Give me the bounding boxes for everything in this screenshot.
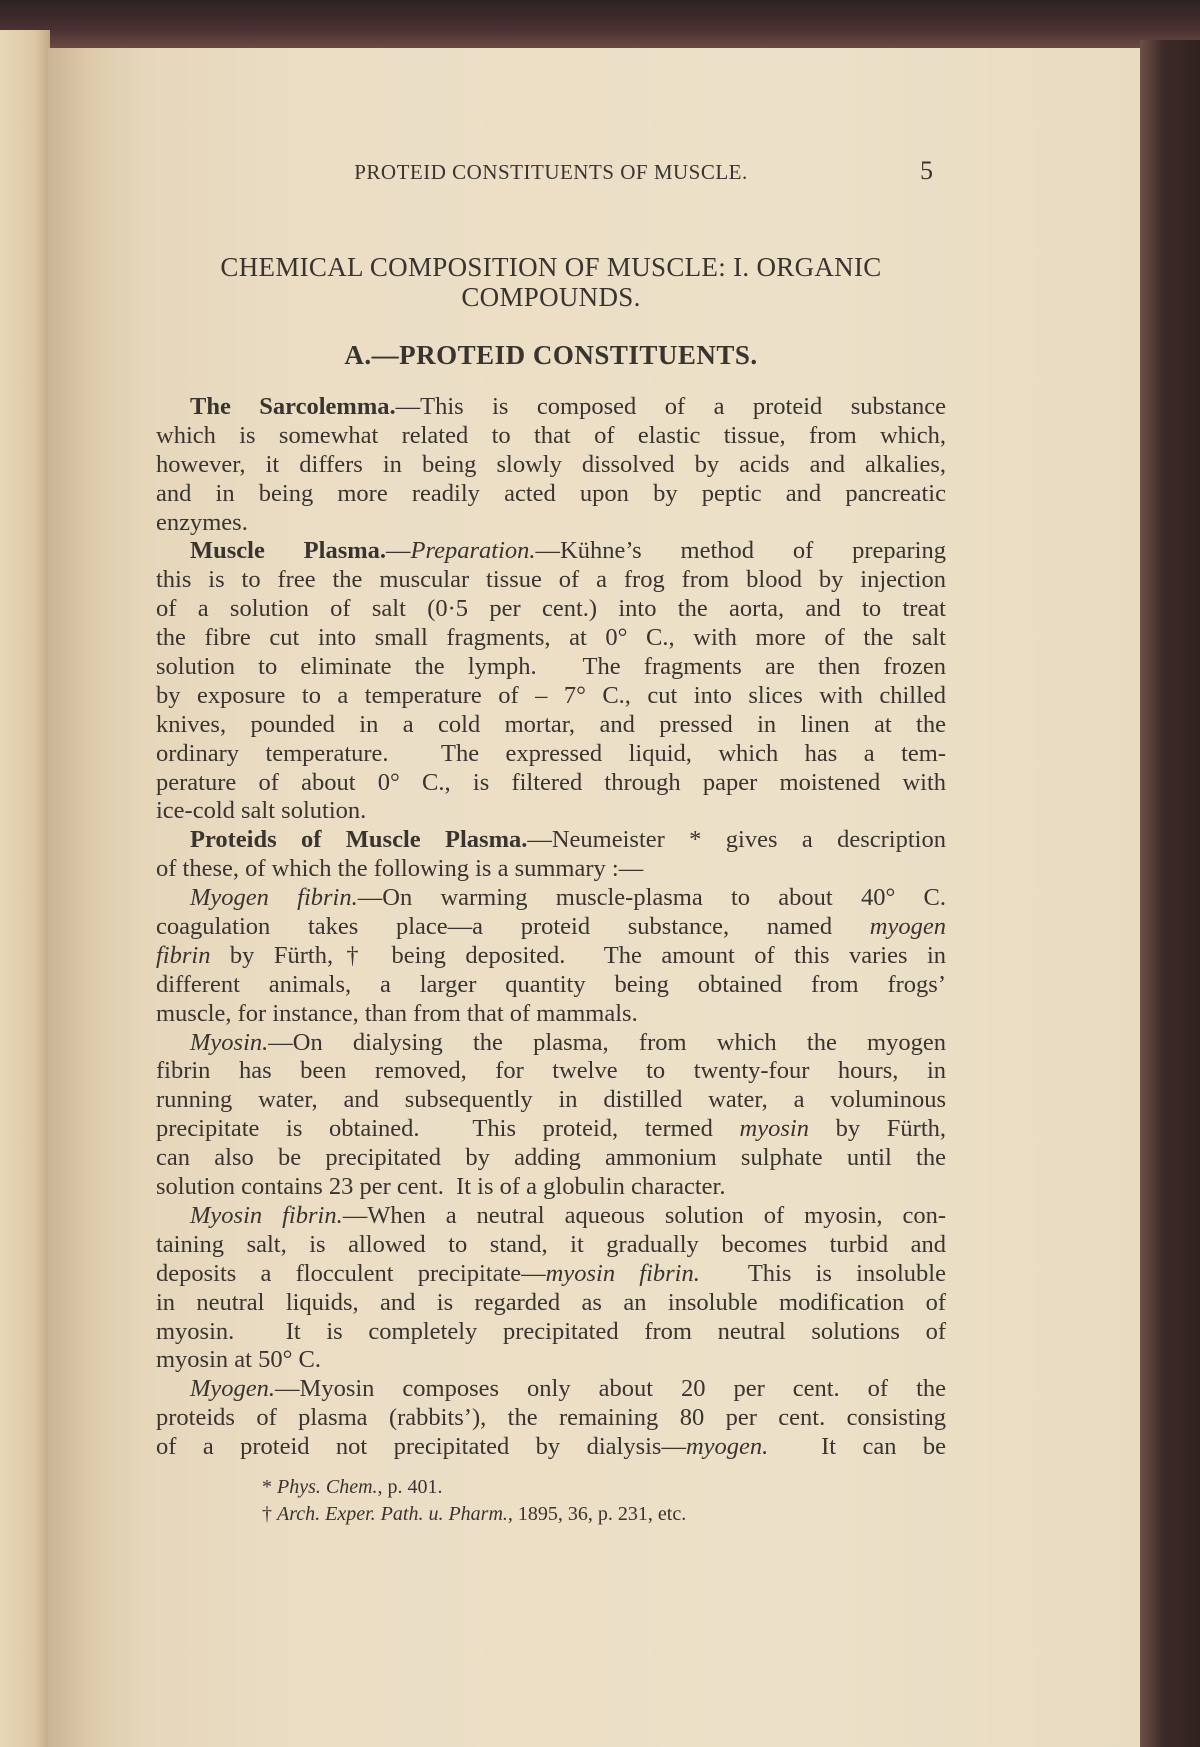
text-line — [156, 797, 946, 826]
running-head: PROTEID CONSTITUENTS OF MUSCLE. — [354, 160, 748, 184]
text-run: proteids of plasma (rabbits’), the remaining 80 per cent. consisting — [156, 1404, 946, 1432]
body-text — [156, 393, 946, 1462]
text-line — [156, 1000, 946, 1029]
page-number: 5 — [920, 156, 933, 185]
text-line — [156, 740, 946, 769]
text-line — [156, 393, 946, 422]
footnote-reference: Arch. Exper. Path. u. Pharm. — [277, 1503, 508, 1525]
text-line — [156, 1202, 946, 1231]
text-run: —When a neutral aqueous solution of myosin, con- — [342, 1201, 946, 1229]
text-line — [156, 711, 946, 740]
text-line — [156, 1173, 946, 1202]
text-run: This is insoluble — [699, 1259, 946, 1287]
text-run: ordinary temperature. The expressed liquid, which has a tem- — [156, 739, 946, 767]
text-run: this is to free the muscular tissue of a frog from blood by injection — [156, 566, 946, 594]
text-run: perature of about 0° C., is filtered through paper moistened with — [156, 768, 946, 796]
text-line — [156, 1115, 946, 1144]
paragraph-heading: Muscle Plasma. — [190, 537, 387, 565]
text-line — [156, 1433, 946, 1462]
text-line — [156, 769, 946, 798]
text-run: taining salt, is allowed to stand, it gradually becomes turbid and — [156, 1230, 946, 1258]
text-line — [156, 913, 946, 942]
text-line — [156, 1057, 946, 1086]
text-run: by Fürth, — [808, 1115, 946, 1143]
text-line — [156, 1260, 946, 1289]
text-run: which is somewhat related to that of elastic tissue, from which, — [156, 421, 946, 449]
text-run: enzymes. — [156, 508, 248, 536]
italic-term: myosin — [739, 1115, 809, 1143]
footnote — [262, 1474, 686, 1501]
text-run: solution contains 23 per cent. It is of a globulin character. — [156, 1173, 726, 1201]
text-run: — — [386, 537, 411, 565]
text-run: the fibre cut into small fragments, at 0° C., with more of the salt — [156, 624, 946, 652]
text-line — [156, 971, 946, 1000]
text-run: precipitate is obtained. This proteid, termed — [156, 1115, 740, 1143]
text-line — [156, 422, 946, 451]
text-run: by Fürth,† being deposited. The amount of this varies in — [210, 941, 946, 969]
text-line — [156, 1289, 946, 1318]
footnote-text: , p. 401. — [377, 1476, 443, 1498]
paragraph-heading: Proteids of Muscle Plasma. — [190, 826, 528, 854]
paragraph-heading: The Sarcolemma. — [190, 393, 396, 420]
footnote-mark: * — [262, 1476, 277, 1498]
text-line — [156, 884, 946, 913]
text-run: knives, pounded in a cold mortar, and pressed in linen at the — [156, 710, 946, 738]
text-run: —On warming muscle-plasma to about 40° C. — [357, 884, 946, 912]
text-line — [156, 826, 946, 855]
text-line — [156, 624, 946, 653]
text-run: solution to eliminate the lymph. The fragments are then frozen — [156, 653, 946, 681]
italic-term: myogen. — [685, 1433, 769, 1461]
facing-page-edge — [0, 30, 50, 1747]
italic-term: Preparation. — [410, 537, 536, 565]
footnote-reference: Phys. Chem. — [277, 1476, 378, 1498]
text-line — [156, 1029, 946, 1058]
text-line — [156, 653, 946, 682]
text-run: —On dialysing the plasma, from which the myogen — [268, 1028, 946, 1056]
text-line — [156, 1318, 946, 1347]
text-run: myosin. It is completely precipitated from neutral solutions of — [156, 1317, 946, 1345]
text-line — [156, 566, 946, 595]
text-run: —Neumeister * gives a description — [527, 826, 946, 854]
text-run: of a proteid not precipitated by dialysis— — [156, 1433, 686, 1461]
text-run: of a solution of salt (0·5 per cent.) into the aorta, and to treat — [156, 595, 946, 623]
text-line — [156, 1346, 946, 1375]
text-run: muscle, for instance, than from that of mammals. — [156, 999, 638, 1027]
footnote — [262, 1501, 686, 1528]
italic-term: Myosin. — [190, 1028, 269, 1056]
text-run: can also be precipitated by adding ammonium sulphate until the — [156, 1144, 946, 1172]
text-run: running water, and subsequently in distilled water, a voluminous — [156, 1086, 946, 1114]
text-run: fibrin has been removed, for twelve to twenty-four hours, in — [156, 1057, 946, 1085]
text-run: and in being more readily acted upon by peptic and pancreatic — [156, 479, 946, 507]
footnote-text: , 1895, 36, p. 231, etc. — [507, 1503, 687, 1525]
text-line — [156, 1231, 946, 1260]
text-run: myosin at 50° C. — [156, 1346, 321, 1374]
text-line — [156, 682, 946, 711]
text-line — [156, 942, 946, 971]
book-cover-right-edge — [1140, 40, 1200, 1747]
text-run: —This is composed of a proteid substance — [395, 393, 946, 420]
italic-term: Myogen. — [190, 1375, 276, 1403]
text-run: —Kühne’s method of preparing — [535, 537, 946, 565]
text-run: —Myosin composes only about 20 per cent. of the — [275, 1375, 946, 1403]
text-line — [156, 855, 946, 884]
text-run: by exposure to a temperature of – 7° C., cut into slices with chilled — [156, 681, 946, 709]
italic-term: fibrin — [156, 941, 211, 969]
italic-term: myosin fibrin. — [545, 1259, 700, 1287]
text-line — [156, 509, 946, 538]
section-heading: A.—PROTEID CONSTITUENTS. — [344, 340, 758, 370]
text-run: however, it differs in being slowly dissolved by acids and alkalies, — [156, 450, 946, 478]
italic-term: myogen — [869, 913, 946, 941]
text-line — [156, 1144, 946, 1173]
text-line — [156, 595, 946, 624]
footnote-mark: † — [262, 1503, 277, 1525]
text-line — [156, 1375, 946, 1404]
footnotes — [262, 1474, 686, 1528]
text-run: of these, of which the following is a summary :— — [156, 855, 644, 883]
text-run: ice-cold salt solution. — [156, 797, 367, 825]
text-run: in neutral liquids, and is regarded as an insoluble modification of — [156, 1288, 946, 1316]
text-line — [156, 537, 946, 566]
text-run: deposits a flocculent precipitate— — [156, 1259, 546, 1287]
text-line — [156, 451, 946, 480]
text-run: It can be — [768, 1433, 947, 1461]
italic-term: Myosin fibrin. — [190, 1201, 343, 1229]
text-line — [156, 1086, 946, 1115]
text-line — [156, 480, 946, 509]
chapter-title-line-2: COMPOUNDS. — [461, 282, 641, 312]
italic-term: Myogen fibrin. — [190, 884, 358, 912]
chapter-title-line-1: CHEMICAL COMPOSITION OF MUSCLE: I. ORGANIC — [220, 252, 882, 282]
book-cover-top-edge — [0, 0, 1200, 48]
text-run: coagulation takes place—a proteid substance, named — [156, 913, 870, 941]
text-run: different animals, a larger quantity being obtained from frogs’ — [156, 970, 946, 998]
text-line — [156, 1404, 946, 1433]
